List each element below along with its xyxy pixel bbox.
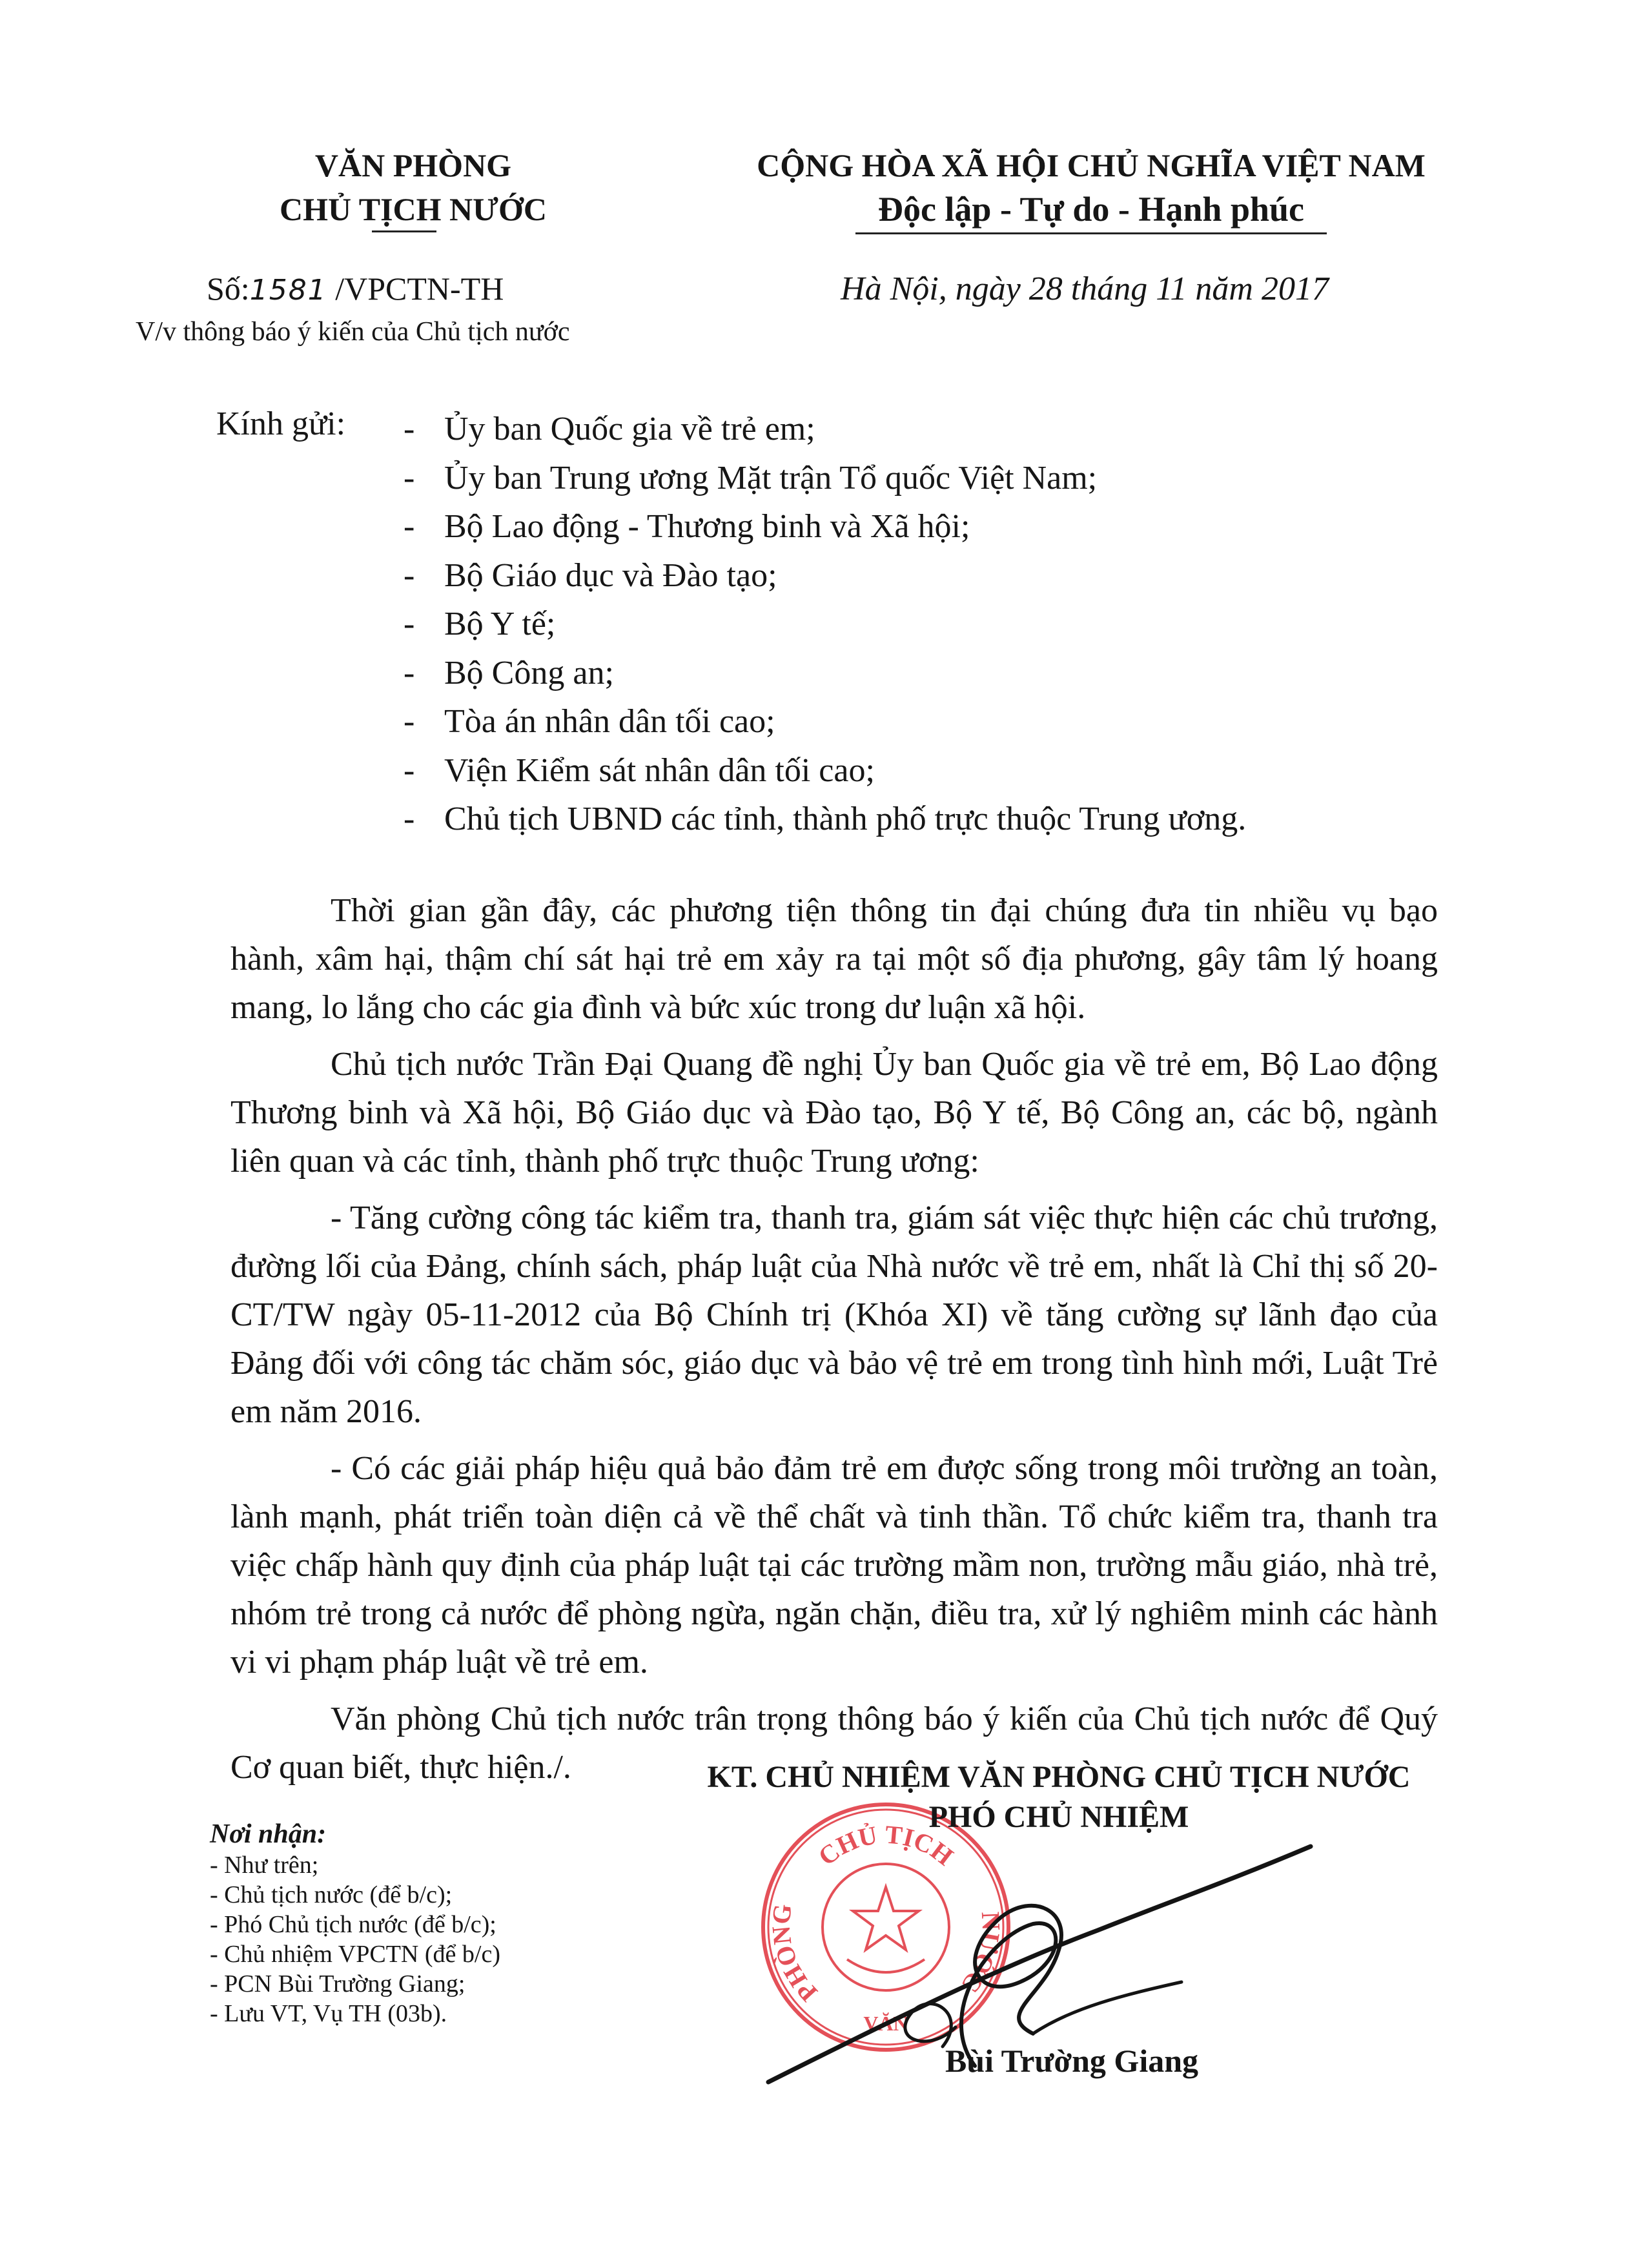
document-date: Hà Nội, ngày 28 tháng 11 năm 2017 [841, 271, 1329, 307]
body-paragraph-1: Thời gian gần đây, các phương tiện thông tin đại chúng đưa tin nhiều vụ bạo hành, xâm hại, thậm chí sát hại trẻ em xảy ra tại một số địa phương, gây tâm lý hoang mang, lo lắng cho các gia đình và bức xúc trong dư luận xã hội. [230, 892, 1438, 1026]
motto-underline [855, 232, 1327, 234]
document-number-prefix: Số: [207, 271, 250, 307]
body-paragraph-3: - Tăng cường công tác kiểm tra, thanh tra, giám sát việc thực hiện các chủ trương, đường lối của Đảng, chính sách, pháp luật của Nhà nước về trẻ em, nhất là Chỉ thị số 20-CT/TW ngày 05-11-2012 của Bộ Chính trị (Khóa XI) về tăng cường sự lãnh đạo của Đảng đối với công tác chăm sóc, giáo dục và bảo vệ trẻ em trong tình hình mới, Luật Trẻ em năm 2016. [230, 1200, 1438, 1430]
distribution-item: - PCN Bùi Trường Giang; [210, 1970, 465, 1997]
distribution-item: - Phó Chủ tịch nước (để b/c); [210, 1911, 496, 1938]
recipient-item: - Ủy ban Trung ương Mặt trận Tổ quốc Việt Nam; [404, 459, 1098, 496]
agency-line-1: VĂN PHÒNG [314, 147, 512, 183]
document-subject: V/v thông báo ý kiến của Chủ tịch nước [136, 317, 570, 347]
country-name: CỘNG HÒA XÃ HỘI CHỦ NGHĨA VIỆT NAM [757, 147, 1426, 183]
agency-name [213, 143, 613, 231]
stamp-text-left: PHÒNG [766, 1902, 823, 2008]
signer-name: Bùi Trường Giang [945, 2043, 1199, 2079]
document-body [230, 886, 1438, 1792]
distribution-item: - Như trên; [210, 1852, 319, 1879]
recipient-item: - Bộ Y tế; [404, 606, 556, 642]
signature-authority: KT. CHỦ NHIỆM VĂN PHÒNG CHỦ TỊCH NƯỚC [707, 1760, 1411, 1794]
recipients-list [404, 405, 1501, 844]
recipient-item: - Chủ tịch UBND các tỉnh, thành phố trực thuộc Trung ương. [404, 801, 1247, 837]
recipient-item: - Tòa án nhân dân tối cao; [404, 703, 775, 740]
stamp-text-top: CHỦ TỊCH [812, 1819, 959, 1872]
stamp-text-bottom: VĂN [863, 2012, 908, 2035]
body-paragraph-4: - Có các giải pháp hiệu quả bảo đảm trẻ em được sống trong môi trường an toàn, lành mạnh, phát triển toàn diện cả về thể chất và tinh thần. Tổ chức kiểm tra, thanh tra việc chấp hành quy định của pháp luật tại các trường mầm non, trường mẫu giáo, nhà trẻ, nhóm trẻ trong cả nước để phòng ngừa, ngăn chặn, điều tra, xử lý nghiêm minh các hành vi vi phạm pháp luật về trẻ em. [230, 1450, 1438, 1681]
recipient-item: - Bộ Lao động - Thương binh và Xã hội; [404, 508, 970, 545]
distribution-item: - Chủ tịch nước (để b/c); [210, 1881, 453, 1908]
recipient-item: - Viện Kiểm sát nhân dân tối cao; [404, 751, 875, 789]
agency-underline [372, 230, 436, 232]
distribution-list [210, 1819, 500, 2028]
document-number [207, 270, 504, 307]
distribution-heading: Nơi nhận: [210, 1819, 327, 1849]
agency-line-2: CHỦ TỊCH NƯỚC [280, 191, 547, 227]
recipient-item: - Ủy ban Quốc gia về trẻ em; [404, 411, 815, 447]
recipients-label: Kính gửi: [216, 405, 346, 442]
document-number-suffix: /VPCTN-TH [335, 271, 504, 307]
distribution-item: - Chủ nhiệm VPCTN (để b/c) [210, 1941, 500, 1968]
recipient-item: - Bộ Giáo dục và Đào tạo; [404, 557, 777, 594]
stamp-text-right: NƯỚC [956, 1911, 1006, 1999]
national-heading [736, 143, 1446, 231]
national-motto: Độc lập - Tự do - Hạnh phúc [877, 190, 1305, 229]
body-paragraph-5: Văn phòng Chủ tịch nước trân trọng thông báo ý kiến của Chủ tịch nước để Quý Cơ quan biết, thực hiện./. [230, 1701, 1438, 1786]
signature-position: PHÓ CHỦ NHIỆM [928, 1800, 1189, 1834]
body-paragraph-2: Chủ tịch nước Trần Đại Quang đề nghị Ủy ban Quốc gia về trẻ em, Bộ Lao động Thương binh và Xã hội, Bộ Giáo dục và Đào tạo, Bộ Y tế, Bộ Công an, các bộ, ngành liên quan và các tỉnh, thành phố trực thuộc Trung ương: [230, 1046, 1438, 1180]
distribution-item: - Lưu VT, Vụ TH (03b). [210, 2000, 447, 2027]
signature-block [639, 1757, 1478, 1837]
recipient-item: - Bộ Công an; [404, 654, 614, 691]
document-number-handwritten: 1581 [249, 274, 327, 307]
